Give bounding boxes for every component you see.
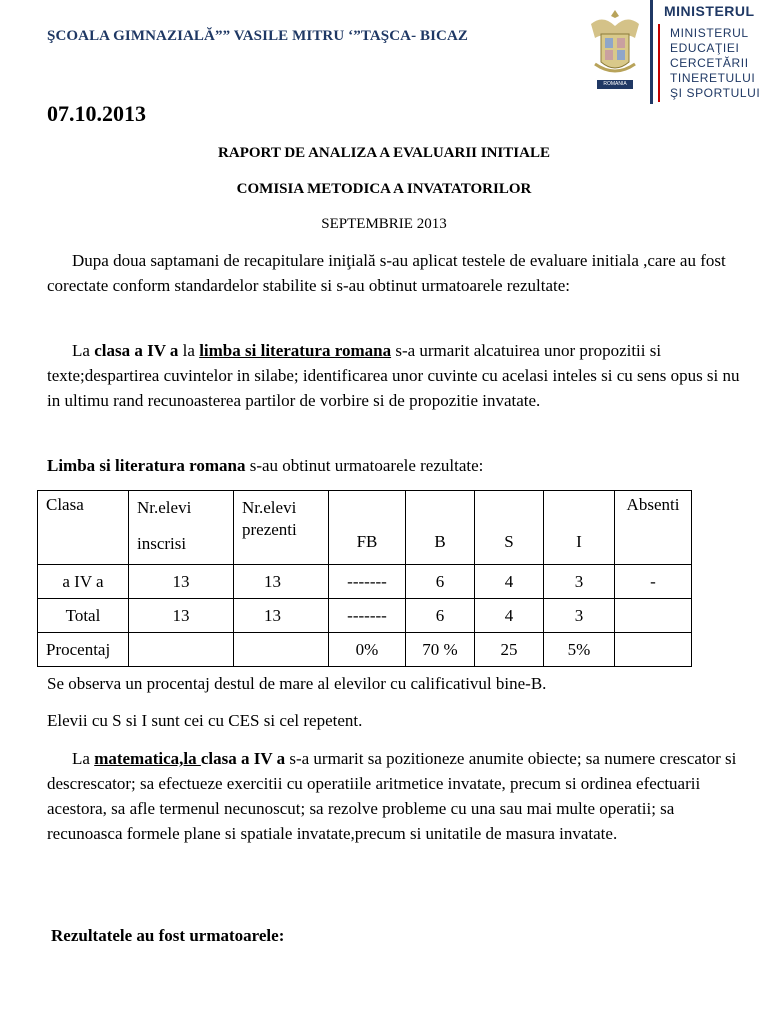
cell-fb: 0% (329, 633, 406, 667)
cell-clasa: Procentaj (38, 633, 129, 667)
header-i: I (544, 491, 615, 565)
header-text: Nr.elevi (242, 498, 297, 517)
cell-clasa: Total (38, 599, 129, 633)
cell-prezenti: 13 (234, 565, 329, 599)
school-name: ŞCOALA GIMNAZIALĂ”” VASILE MITRU ‘”TAŞCA- BICAZ (47, 28, 469, 44)
subject-label: limba si literatura romana (199, 341, 392, 360)
ministry-logo (650, 0, 768, 104)
ministry-bar (650, 0, 653, 104)
table-header-row (38, 491, 692, 565)
cell-inscrisi: 13 (129, 565, 234, 599)
report-title: RAPORT DE ANALIZA A EVALUARII INITIALE (218, 145, 550, 161)
class-label: clasa a IV a (94, 341, 179, 360)
cell-b: 6 (406, 565, 475, 599)
header-clasa: Clasa (38, 491, 129, 565)
math-objectives-paragraph (47, 746, 747, 846)
table-row (38, 599, 692, 633)
ministry-accent-bar (658, 24, 660, 102)
cell-clasa: a IV a (38, 565, 129, 599)
commission-title: COMISIA METODICA A INVATATORILOR (236, 181, 532, 197)
results-intro (47, 453, 747, 478)
ministry-line: EDUCAŢIEI (670, 41, 740, 55)
cell-i: 3 (544, 565, 615, 599)
ministry-line: MINISTERUL (670, 26, 749, 40)
header-prezenti (234, 491, 329, 565)
cell-b: 6 (406, 599, 475, 633)
text-span: La (72, 749, 95, 768)
table-row (38, 565, 692, 599)
cell-s: 25 (475, 633, 544, 667)
cell-i: 3 (544, 599, 615, 633)
cell-absenti: - (615, 565, 692, 599)
cell-fb: ------- (329, 565, 406, 599)
header-text: Nr.elevi (137, 498, 192, 517)
ministry-line: ŞI SPORTULUI (670, 86, 761, 100)
subject-label: Limba si literatura romana (47, 456, 246, 475)
crest-label: ROMANIA (603, 81, 627, 87)
cell-s: 4 (475, 565, 544, 599)
report-date: 07.10.2013 (47, 101, 146, 126)
cell-inscrisi (129, 633, 234, 667)
cell-prezenti: 13 (234, 599, 329, 633)
cell-s: 4 (475, 599, 544, 633)
cell-b: 70 % (406, 633, 475, 667)
ministry-title: MINISTERUL (664, 3, 755, 19)
romanian-objectives-paragraph (47, 338, 747, 413)
report-month: SEPTEMBRIE 2013 (321, 216, 447, 232)
text-span: la (178, 341, 200, 360)
intro-paragraph: Dupa doua saptamani de recapitulare iniţială s-au aplicat testele de evaluare initiala ,care au fost corectate conform standardelor stabilite si s-au obtinut urmatoarele rezultate: (47, 251, 726, 295)
cell-i: 5% (544, 633, 615, 667)
cell-fb: ------- (329, 599, 406, 633)
header-absenti: Absenti (615, 491, 692, 565)
text-span: s-a urmarit sa pozitioneze anumite obiecte; sa numere crescator si descrescator; sa efectueze exercitii cu operatiile aritmetice invatate, precum si ordinea efectuarii acestora, sa afle termenul necunoscut; sa rezolve probleme cu una sau mai multe operatii; sa recunoasca formele plane si spatiale invatate,precum si unitatile de masura invatate. (47, 749, 737, 843)
ministry-line: TINERETULUI (670, 71, 756, 85)
header-inscrisi (129, 491, 234, 565)
subject-label: matematica,la (94, 749, 201, 768)
header-b: B (406, 491, 475, 565)
header-text: prezenti (242, 520, 297, 539)
observation-1: Se observa un procentaj destul de mare al elevilor cu calificativul bine-B. (47, 674, 547, 693)
results-table (37, 490, 692, 667)
text-span: s-au obtinut urmatoarele rezultate: (245, 456, 484, 475)
class-label: clasa a IV a (200, 749, 290, 768)
cell-absenti (615, 599, 692, 633)
cell-inscrisi: 13 (129, 599, 234, 633)
cell-prezenti (234, 633, 329, 667)
results-heading: Rezultatele au fost urmatoarele: (51, 926, 285, 945)
text-span: s-a urmarit alcatuirea unor propozitii si texte;despartirea cuvintelor in silabe; identificarea unor cuvinte cu acelasi inteles si cu sens opus si nu in ultimu rand recunoasterea partilor de vorbire si de propozitie invatate. (47, 341, 740, 410)
header-fb: FB (329, 491, 406, 565)
header-s: S (475, 491, 544, 565)
table-row (38, 633, 692, 667)
header-text: inscrisi (137, 534, 187, 553)
observation-2: Elevii cu S si I sunt cei cu CES si cel repetent. (47, 711, 363, 730)
text-span: La (72, 341, 95, 360)
cell-absenti (615, 633, 692, 667)
ministry-line: CERCETĂRII (670, 56, 749, 70)
